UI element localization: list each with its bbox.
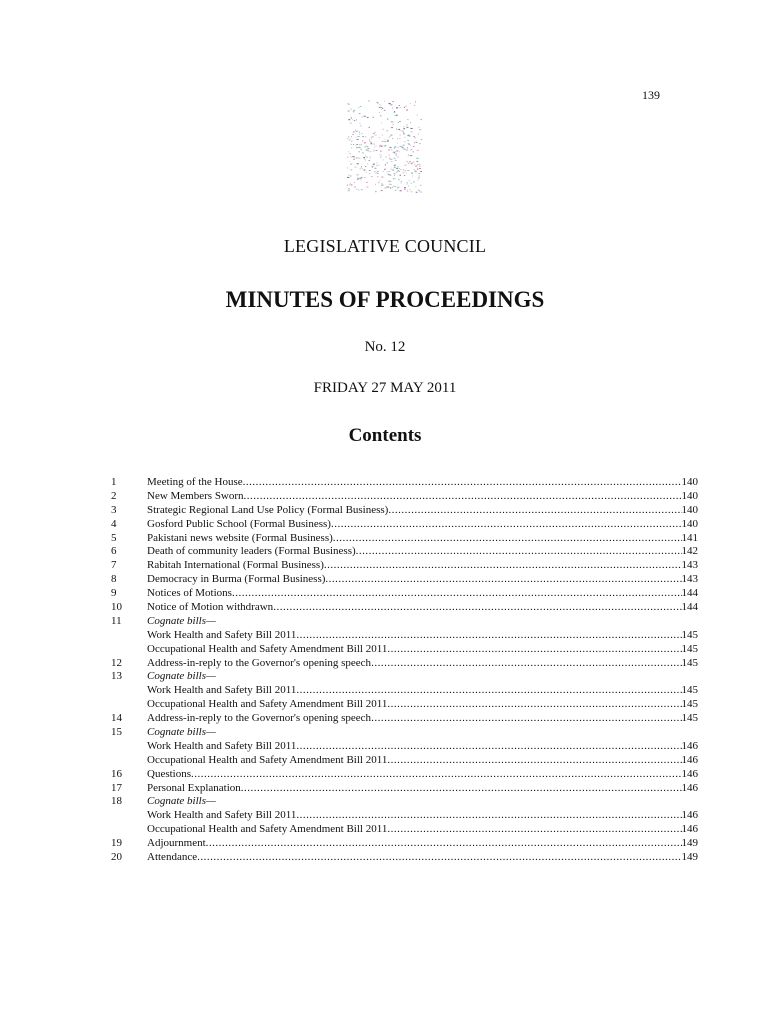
toc-entry-number: 14 [111,712,122,725]
coat-of-arms-icon [345,98,423,194]
toc-entry-number: 16 [111,767,122,780]
toc-entry-number: 19 [111,837,122,850]
toc-entry-page: 143 [681,559,698,572]
toc-entry-number: 15 [111,726,122,739]
toc-entry-title: Cognate bills— [147,614,216,627]
toc-entry-line [147,615,698,629]
toc-entry [111,698,698,712]
toc-dot-leader [387,754,681,768]
toc-entry-line [147,795,698,809]
toc-dot-leader [324,559,682,573]
toc-entry-line [147,837,698,851]
toc-entry-line [147,712,698,726]
toc-entry-page: 146 [681,753,698,766]
toc-entry-title: Work Health and Safety Bill 2011 [147,684,297,697]
toc-entry-title: Cognate bills— [147,726,216,739]
toc-dot-leader [371,657,681,671]
toc-entry-page: 145 [681,698,698,711]
toc-entry-title: Cognate bills— [147,670,216,683]
toc-entry-line [147,629,698,643]
toc-dot-leader [356,545,682,559]
toc-entry-number: 3 [111,503,117,516]
toc-entry [111,601,698,615]
toc-entry-number: 2 [111,489,117,502]
toc-entry-number: 13 [111,670,122,683]
toc-entry [111,573,698,587]
toc-entry [111,768,698,782]
toc-entry [111,712,698,726]
toc-dot-leader [296,740,681,754]
toc-entry-title: Occupational Health and Safety Amendment Bill 2011 [147,823,388,836]
toc-entry-line [147,573,698,587]
toc-entry-line [147,657,698,671]
toc-entry-number: 11 [111,614,122,627]
toc-entry [111,782,698,796]
toc-entry-title: Questions [147,767,191,780]
toc-entry-line [147,559,698,573]
toc-entry [111,726,698,740]
toc-dot-leader [331,518,682,532]
table-of-contents [111,476,698,865]
toc-dot-leader [387,643,681,657]
toc-entry-line [147,851,698,865]
toc-entry-title: New Members Sworn [147,489,244,502]
toc-entry-number: 17 [111,781,122,794]
toc-entry [111,851,698,865]
toc-entry-number: 18 [111,795,122,808]
toc-entry-page: 145 [681,642,698,655]
toc-entry-page: 149 [681,851,698,864]
toc-entry-line [147,754,698,768]
toc-entry-number: 8 [111,573,117,586]
toc-entry [111,545,698,559]
toc-entry-page: 146 [681,739,698,752]
toc-entry-number: 12 [111,656,122,669]
toc-entry-line [147,643,698,657]
toc-entry-page: 146 [681,823,698,836]
toc-dot-leader [333,532,682,546]
toc-dot-leader [232,587,682,601]
toc-entry [111,809,698,823]
toc-entry-line [147,809,698,823]
toc-entry-line [147,698,698,712]
toc-entry-number: 7 [111,559,117,572]
toc-dot-leader [273,601,681,615]
page-number: 139 [642,88,660,102]
toc-dot-leader [296,809,681,823]
toc-entry-page: 144 [681,587,698,600]
toc-entry-line [147,587,698,601]
toc-entry [111,795,698,809]
toc-entry-title: Strategic Regional Land Use Policy (Formal Business) [147,503,389,516]
toc-entry-number: 5 [111,531,117,544]
toc-entry-number: 1 [111,476,117,488]
chamber-name: LEGISLATIVE COUNCIL [283,236,487,256]
toc-entry [111,587,698,601]
toc-entry [111,684,698,698]
toc-entry-page: 146 [681,781,698,794]
toc-entry [111,532,698,546]
toc-entry-title: Gosford Public School (Formal Business) [147,517,331,530]
toc-entry [111,504,698,518]
toc-entry [111,518,698,532]
toc-entry-title: Cognate bills— [147,795,216,808]
toc-dot-leader [296,684,681,698]
toc-entry-title: Democracy in Burma (Formal Business) [147,573,326,586]
toc-entry-line [147,601,698,615]
toc-entry-line [147,532,698,546]
toc-entry [111,754,698,768]
toc-dot-leader [325,573,681,587]
issue-number: No. 12 [364,339,406,355]
toc-entry [111,643,698,657]
toc-entry-page: 144 [681,601,698,614]
toc-entry-title: Address-in-reply to the Governor's opening speech [147,656,372,669]
toc-entry [111,615,698,629]
toc-entry [111,823,698,837]
toc-entry [111,740,698,754]
toc-entry-page: 149 [681,837,698,850]
toc-dot-leader [387,823,681,837]
toc-entry-line [147,476,698,490]
toc-entry-page: 145 [681,656,698,669]
toc-entry-line [147,490,698,504]
toc-entry-line [147,740,698,754]
toc-entry-line [147,768,698,782]
toc-entry [111,476,698,490]
toc-entry-title: Occupational Health and Safety Amendment Bill 2011 [147,698,388,711]
toc-entry-line [147,518,698,532]
toc-entry-title: Personal Explanation [147,781,241,794]
toc-entry-title: Notices of Motions [147,587,232,600]
toc-entry-page: 141 [681,531,698,544]
toc-dot-leader [243,476,682,490]
toc-dot-leader [388,504,681,518]
toc-entry-number: 6 [111,545,117,558]
toc-entry-title: Adjournment [147,837,206,850]
toc-entry-page: 140 [681,503,698,516]
toc-entry-line [147,670,698,684]
toc-entry-title: Attendance [147,851,198,864]
toc-entry-title: Work Health and Safety Bill 2011 [147,809,297,822]
toc-entry-title: Meeting of the House [147,476,243,488]
toc-entry-page: 146 [681,809,698,822]
toc-dot-leader [244,490,682,504]
toc-entry [111,670,698,684]
toc-entry-title: Notice of Motion withdrawn [147,601,274,614]
toc-entry-title: Work Health and Safety Bill 2011 [147,739,297,752]
toc-entry-title: Work Health and Safety Bill 2011 [147,628,297,641]
toc-dot-leader [371,712,681,726]
toc-entry [111,837,698,851]
toc-entry-line [147,782,698,796]
contents-heading: Contents [348,425,422,446]
toc-entry-number: 10 [111,601,122,614]
toc-entry-line [147,504,698,518]
toc-entry-page: 140 [681,489,698,502]
toc-entry-page: 145 [681,684,698,697]
toc-dot-leader [241,782,682,796]
toc-entry-number: 4 [111,517,117,530]
toc-entry-page: 140 [681,517,698,530]
toc-entry-title: Address-in-reply to the Governor's opening speech [147,712,372,725]
toc-entry-number: 20 [111,851,122,864]
toc-entry [111,657,698,671]
toc-entry [111,559,698,573]
toc-entry-line [147,545,698,559]
toc-entry-title: Death of community leaders (Formal Business) [147,545,356,558]
toc-entry-page: 140 [681,476,698,488]
toc-entry-line [147,684,698,698]
toc-entry-line [147,823,698,837]
toc-entry-page: 145 [681,712,698,725]
toc-entry-title: Pakistani news website (Formal Business) [147,531,333,544]
toc-entry-title: Rabitah International (Formal Business) [147,559,324,572]
page-title: MINUTES OF PROCEEDINGS [225,287,545,312]
sitting-date: FRIDAY 27 MAY 2011 [313,380,457,396]
toc-entry-line [147,726,698,740]
toc-entry [111,490,698,504]
toc-entry-page: 143 [681,573,698,586]
toc-dot-leader [387,698,681,712]
toc-entry-title: Occupational Health and Safety Amendment Bill 2011 [147,753,388,766]
toc-dot-leader [191,768,682,782]
toc-dot-leader [296,629,681,643]
toc-entry-page: 145 [681,628,698,641]
toc-entry-page: 142 [681,545,698,558]
toc-entry-title: Occupational Health and Safety Amendment Bill 2011 [147,642,388,655]
toc-entry-page: 146 [681,767,698,780]
toc-entry [111,629,698,643]
toc-dot-leader [197,851,681,865]
toc-dot-leader [206,837,682,851]
toc-entry-number: 9 [111,587,117,600]
